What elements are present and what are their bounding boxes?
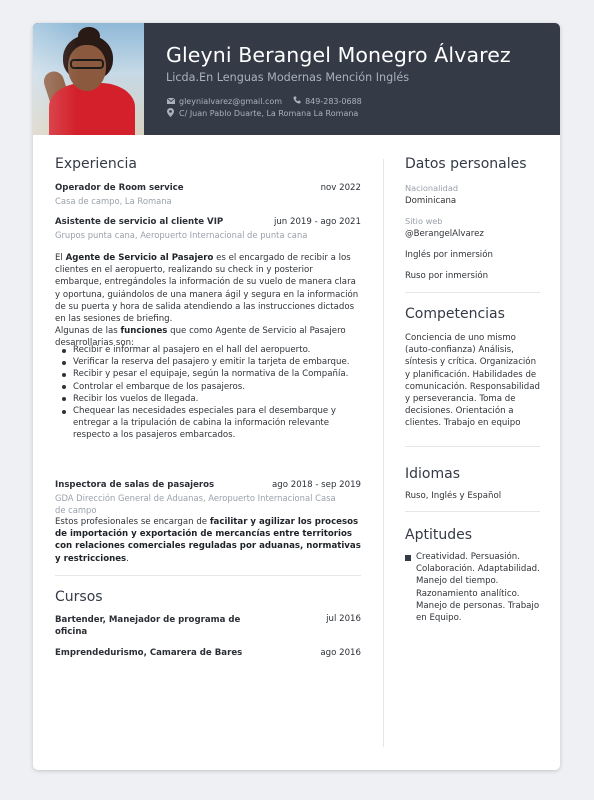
job-date: nov 2022 [320, 183, 361, 193]
job-title: Asistente de servicio al cliente VIP [55, 217, 224, 227]
section-divider [405, 511, 540, 512]
skills-heading: Aptitudes [405, 527, 472, 543]
course-date: ago 2016 [320, 648, 361, 658]
profile-photo [33, 23, 144, 135]
bullet-square-icon [405, 555, 411, 561]
duties-list [55, 344, 361, 442]
personal-note: Inglés por inmersión [405, 250, 493, 260]
phone-icon [292, 96, 301, 106]
job-description: Estos profesionales se encargan de facilitar y agilizar los procesos de importación y exportación de mercancías entre territorios con relaciones comerciales reguladas por aduanas, normativas y restricciones. [55, 517, 361, 564]
full-name: Gleyni Berangel Monegro Álvarez [166, 43, 511, 67]
experience-heading: Experiencia [55, 156, 137, 172]
skills-text: Creatividad. Persuasión. Colaboración. Adaptabilidad. Manejo del tiempo. Razonamiento analítico. Manejo de personas. Trabajo en Equipo. [416, 552, 540, 624]
courses-heading: Cursos [55, 589, 103, 605]
list-item: Recibir y pesar el equipaje, según la normativa de la Compañía. [73, 368, 361, 380]
job-organization: Grupos punta cana, Aeropuerto Internacional de punta cana [55, 230, 308, 240]
job-organization: Casa de campo, La Romana [55, 196, 172, 206]
nationality-label: Nacionalidad [405, 183, 459, 193]
course-date: jul 2016 [326, 614, 361, 624]
personal-data-heading: Datos personales [405, 156, 527, 172]
job-title: Inspectora de salas de pasajeros [55, 480, 215, 490]
course-title: Bartender, Manejador de programa de oficina [55, 615, 241, 638]
languages-heading: Idiomas [405, 466, 460, 482]
professional-title: Licda.En Lenguas Modernas Mención Inglés [166, 71, 410, 84]
contact-row [166, 96, 362, 106]
nationality-value: Dominicana [405, 196, 457, 206]
list-item: Recibir e informar al pasajero en el hall del aeropuerto. [73, 344, 361, 356]
section-divider [405, 446, 540, 447]
job-title: Operador de Room service [55, 183, 184, 193]
personal-note: Ruso por inmersión [405, 271, 489, 281]
address-text: C/ Juan Pablo Duarte, La Romana La Romana [179, 109, 359, 118]
envelope-icon [166, 97, 175, 106]
list-item: Controlar el embarque de los pasajeros. [73, 381, 361, 393]
map-pin-icon [166, 108, 175, 119]
job-organization: GDA Dirección General de Aduanas, Aeropuerto Internacional Casa [55, 493, 336, 503]
resume-sheet [33, 23, 560, 770]
competencies-text: Conciencia de uno mismo (auto-confianza) Análisis, síntesis y crítica. Organización y planificación. Habilidades de comunicación. Responsabilidad y perseverancia. Toma de decisiones. Orientación a clientes. Trabajo en equipo [405, 333, 540, 429]
list-item: Chequear las necesidades especiales para el desembarque y entregar a la tripulación de cabina la información relevante respecto a los pasajeros embarcados. [73, 405, 361, 442]
job-description: El Agente de Servicio al Pasajero es el encargado de recibir a los clientes en el aeropuerto, realizando su check in y posterior embarque, entregándoles la información de su vuelo de manera clara y oportuna, guiándolos de una manera ágil y segura en la información de su puerta y hora de salida atendiendo a las instrucciones dictados en las sesiones de briefing. Algunas de las funciones que como Agente de Servicio al Pasajero desarrollarias son: [55, 253, 359, 349]
email-text[interactable]: gleynialvarez@gmail.com [179, 96, 283, 106]
languages-text: Ruso, Inglés y Español [405, 491, 502, 501]
job-date: jun 2019 - ago 2021 [273, 217, 361, 227]
phone-text[interactable]: 849-283-0688 [305, 96, 362, 106]
section-divider [55, 575, 361, 576]
website-label: Sitio web [405, 216, 443, 226]
resume-header [33, 23, 560, 135]
section-divider [405, 292, 540, 293]
column-divider [383, 159, 384, 747]
job-date: ago 2018 - sep 2019 [272, 480, 361, 490]
job-organization-cont: de campo [55, 505, 97, 515]
address-row [166, 108, 358, 119]
list-item: Verificar la reserva del pasajero y emitir la tarjeta de embarque. [73, 356, 361, 368]
website-value[interactable]: @BerangelAlvarez [405, 229, 484, 239]
course-title: Emprendedurismo, Camarera de Bares [55, 648, 243, 658]
list-item: Recibir los vuelos de llegada. [73, 393, 361, 405]
competencies-heading: Competencias [405, 306, 505, 322]
